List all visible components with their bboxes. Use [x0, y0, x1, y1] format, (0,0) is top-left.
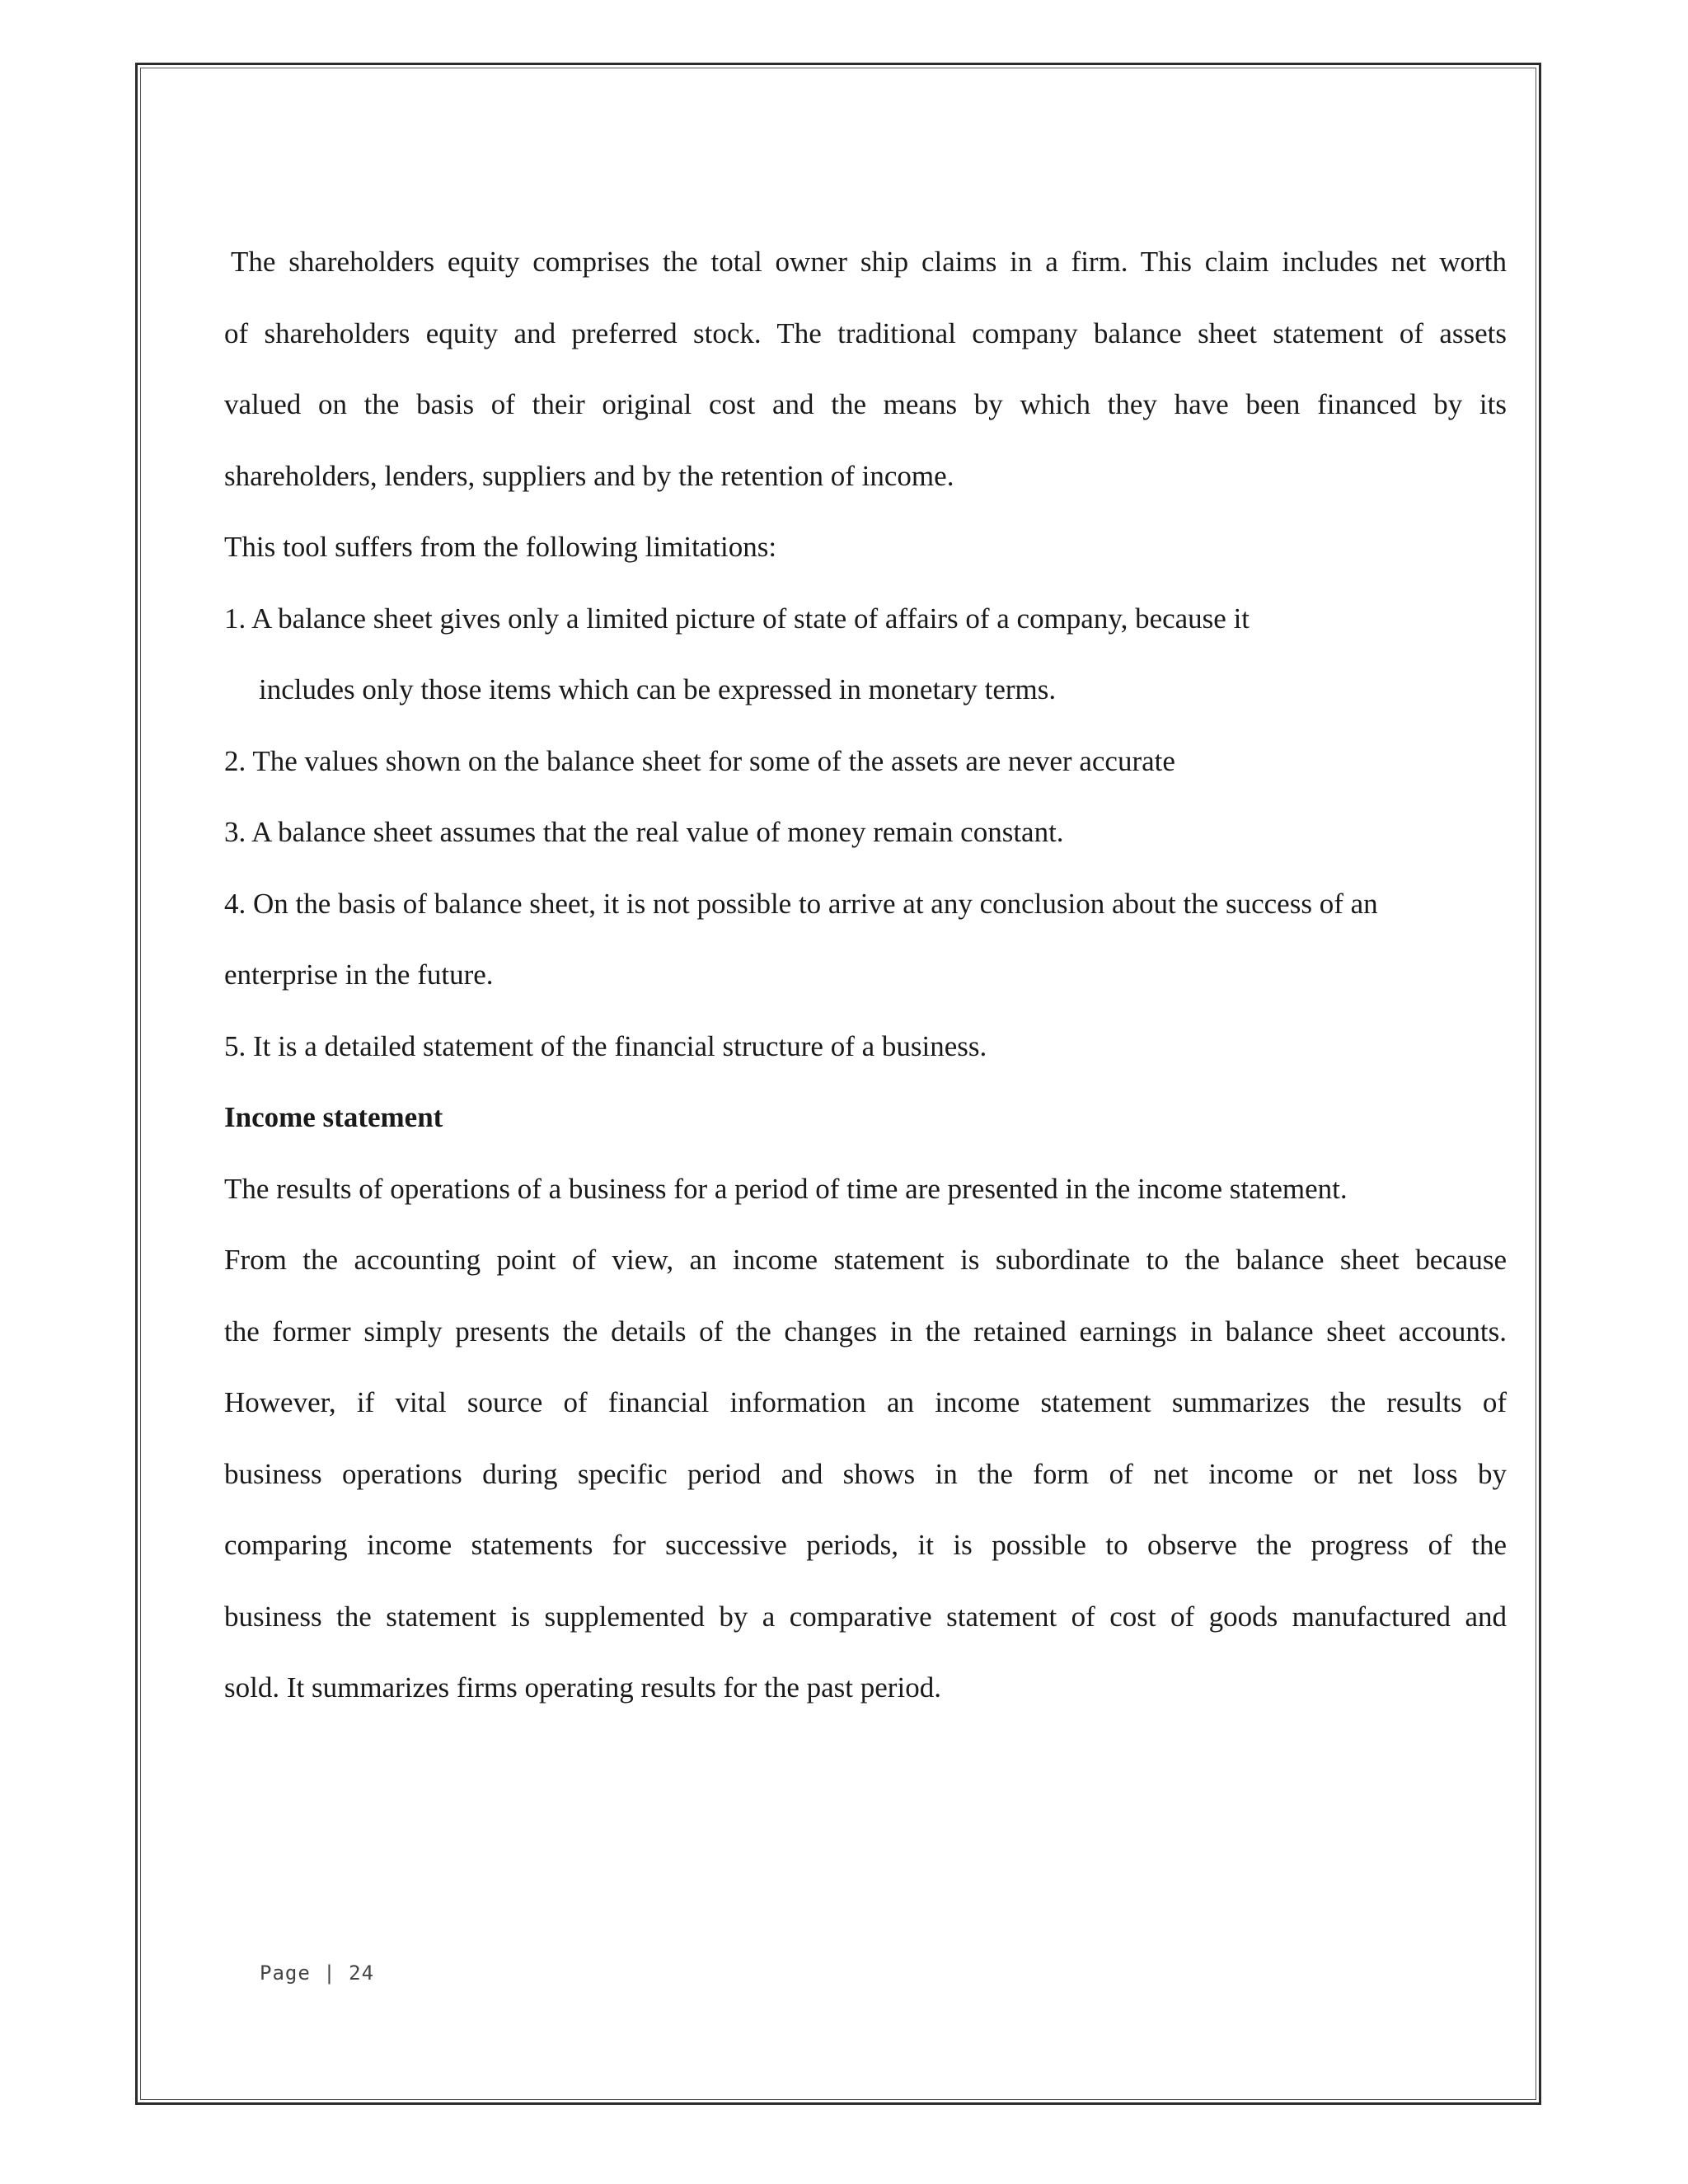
paragraph-line: business the statement is supplemented by a comparative statement of cost of goods manufactured and — [224, 1600, 1507, 1633]
paragraph-line: sold. It summarizes firms operating results for the past period. — [224, 1671, 941, 1704]
list-item: 4. On the basis of balance sheet, it is not possible to arrive at any conclusion about the success of an — [224, 887, 1378, 920]
list-item: 1. A balance sheet gives only a limited picture of state of affairs of a company, because it — [224, 602, 1250, 635]
limitations-intro: This tool suffers from the following limitations: — [224, 531, 777, 563]
paragraph-line: of shareholders equity and preferred stock. The traditional company balance sheet statement of assets — [224, 316, 1507, 349]
paragraph-line: the former simply presents the details of the changes in the retained earnings in balance sheet accounts. — [224, 1315, 1507, 1347]
paragraph-line: business operations during specific period and shows in the form of net income or net loss by — [224, 1457, 1507, 1490]
paragraph-line: The shareholders equity comprises the total owner ship claims in a firm. This claim includes net worth — [231, 246, 1507, 278]
list-item-continuation: includes only those items which can be expressed in monetary terms. — [259, 673, 1057, 705]
list-item-continuation: enterprise in the future. — [224, 958, 494, 991]
paragraph-line: However, if vital source of financial information an income statement summarizes the results of — [224, 1386, 1507, 1418]
paragraph-line: comparing income statements for successive periods, it is possible to observe the progress of the — [224, 1529, 1507, 1561]
list-item: 3. A balance sheet assumes that the real value of money remain constant. — [224, 816, 1064, 848]
section-heading: Income statement — [224, 1101, 443, 1133]
paragraph-line: The results of operations of a business for a period of time are presented in the income statement. — [224, 1172, 1348, 1205]
page-number-footer: Page | 24 — [260, 1961, 375, 1985]
page-content — [224, 237, 1507, 1735]
list-item: 5. It is a detailed statement of the financial structure of a business. — [224, 1029, 987, 1062]
paragraph-line: valued on the basis of their original cost and the means by which they have been financed by its — [224, 388, 1507, 420]
paragraph-line: shareholders, lenders, suppliers and by the retention of income. — [224, 459, 954, 492]
paragraph-line: From the accounting point of view, an income statement is subordinate to the balance sheet because — [224, 1244, 1507, 1276]
list-item: 2. The values shown on the balance sheet for some of the assets are never accurate — [224, 744, 1175, 777]
